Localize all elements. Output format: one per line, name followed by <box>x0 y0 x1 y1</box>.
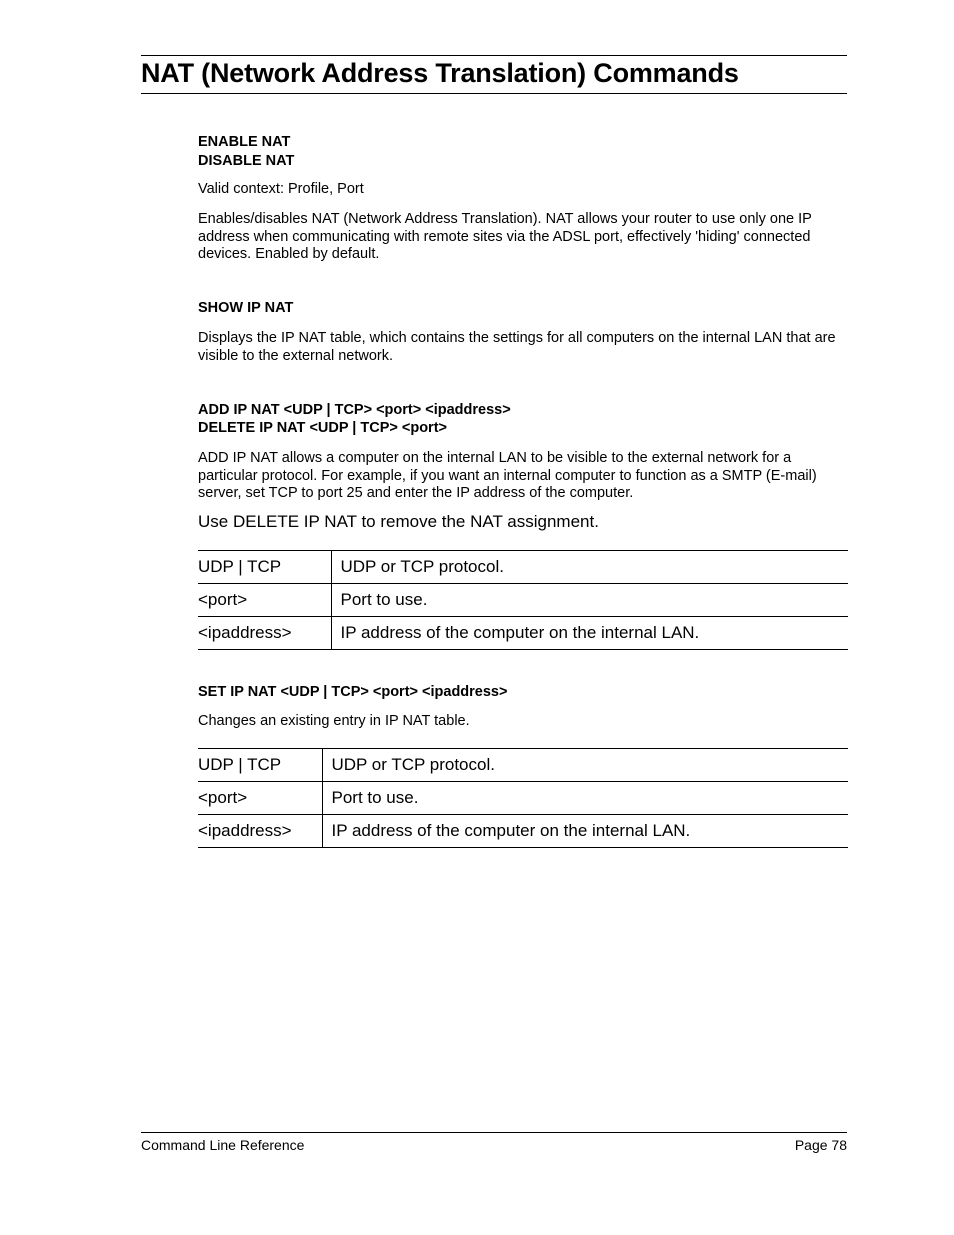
footer-page-number: Page 78 <box>794 1137 847 1153</box>
title-rule-bottom <box>141 93 847 94</box>
set-ip-nat-params-table <box>198 748 848 848</box>
param-description: IP address of the computer on the internal LAN. <box>322 815 848 848</box>
add-ip-nat-description: ADD IP NAT allows a computer on the internal LAN to be visible to the external network for a particular protocol. For example, if you want an internal computer to function as a SMTP (E-mail) server, set TCP to port 25 and enter the IP address of the computer. <box>198 450 817 501</box>
set-ip-nat-description: Changes an existing entry in IP NAT table. <box>198 713 470 729</box>
command-delete-ip-nat: DELETE IP NAT <UDP | TCP> <port> <box>198 420 447 436</box>
param-name: <port> <box>198 782 322 815</box>
footer-rule <box>141 1132 847 1133</box>
command-add-ip-nat: ADD IP NAT <UDP | TCP> <port> <ipaddress> <box>198 402 511 418</box>
delete-ip-nat-note: Use DELETE IP NAT to remove the NAT assignment. <box>198 512 599 531</box>
param-description: Port to use. <box>322 782 848 815</box>
show-ip-nat-description: Displays the IP NAT table, which contains the settings for all computers on the internal LAN that are visible to the external network. <box>198 330 836 364</box>
param-name: <ipaddress> <box>198 617 331 650</box>
command-set-ip-nat: SET IP NAT <UDP | TCP> <port> <ipaddress> <box>198 684 508 700</box>
command-enable-nat: ENABLE NAT <box>198 134 291 150</box>
param-name: UDP | TCP <box>198 749 322 782</box>
table-row <box>198 584 848 617</box>
page-title: NAT (Network Address Translation) Commands <box>141 58 739 88</box>
table-row <box>198 617 848 650</box>
table-row <box>198 782 848 815</box>
enable-nat-description: Enables/disables NAT (Network Address Translation). NAT allows your router to use only one IP address when communicating with remote sites via the ADSL port, effectively 'hiding' connected devices. Enabled by default. <box>198 211 812 262</box>
valid-context: Valid context: Profile, Port <box>198 181 364 197</box>
param-description: UDP or TCP protocol. <box>322 749 848 782</box>
param-name: <port> <box>198 584 331 617</box>
footer-document-title: Command Line Reference <box>141 1137 305 1153</box>
table-row <box>198 551 848 584</box>
param-name: <ipaddress> <box>198 815 322 848</box>
title-rule-top <box>141 55 847 56</box>
param-description: UDP or TCP protocol. <box>331 551 848 584</box>
param-description: IP address of the computer on the internal LAN. <box>331 617 848 650</box>
table-row <box>198 815 848 848</box>
param-name: UDP | TCP <box>198 551 331 584</box>
param-description: Port to use. <box>331 584 848 617</box>
command-show-ip-nat: SHOW IP NAT <box>198 300 294 316</box>
command-disable-nat: DISABLE NAT <box>198 153 295 169</box>
add-ip-nat-params-table <box>198 550 848 650</box>
table-row <box>198 749 848 782</box>
